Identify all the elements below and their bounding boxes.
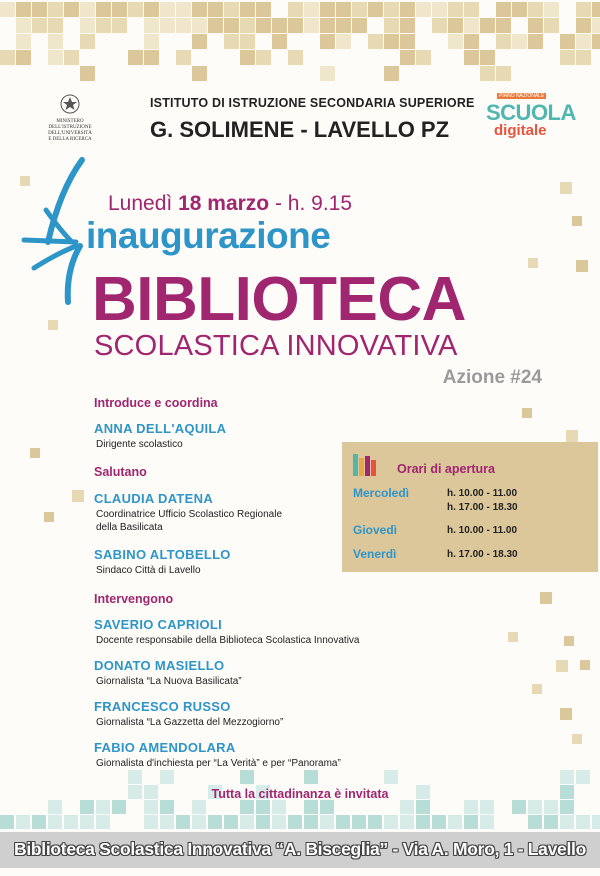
footer-address: Biblioteca Scolastica Innovativa “A. Bisceglia” - Via A. Moro, 1 - Lavello: [13, 839, 586, 859]
pixel-square: [144, 800, 158, 814]
section-greetings: Salutano: [94, 465, 147, 479]
pixel-square: [304, 18, 319, 33]
pixel-square: [32, 2, 47, 17]
person-role: Giornalista “La Gazzetta del Mezzogiorno”: [96, 717, 284, 728]
person-name: CLAUDIA DATENA: [94, 491, 214, 506]
pixel-square: [320, 800, 334, 814]
pixel-square: [256, 815, 270, 829]
pixel-square: [192, 815, 206, 829]
pixel-square: [320, 66, 335, 81]
person-name: SAVERIO CAPRIOLI: [94, 617, 223, 632]
pixel-square: [48, 2, 63, 17]
pixel-square: [192, 66, 207, 81]
pixel-square: [400, 815, 414, 829]
pixel-square: [464, 800, 478, 814]
pixel-square: [64, 815, 78, 829]
pixel-square: [16, 2, 31, 17]
pixel-square: [384, 770, 398, 784]
pixel-square: [368, 2, 383, 17]
pixel-square: [592, 2, 600, 17]
pixel-square: [384, 66, 399, 81]
hours-time: h. 10.00 - 11.00: [447, 525, 518, 536]
pixel-square: [256, 50, 271, 65]
logo-word-scuola: SCUOLA: [486, 100, 576, 125]
pixel-square: [304, 2, 319, 17]
pixel-square: [144, 34, 159, 49]
pixel-square: [176, 2, 191, 17]
pixel-square: [48, 34, 63, 49]
pixel-square: [576, 34, 591, 49]
pixel-square: [560, 50, 575, 65]
pixel-square: [512, 2, 527, 17]
pixel-square: [48, 18, 63, 33]
pixel-square: [112, 2, 127, 17]
opening-hours-title: Orari di apertura: [397, 462, 495, 476]
event-day: Lunedì: [108, 192, 173, 215]
pixel-square: [30, 448, 40, 458]
pixel-square: [368, 34, 383, 49]
pixel-square: [336, 2, 351, 17]
event-time: - h. 9.15: [274, 192, 353, 215]
pixel-square: [532, 684, 542, 694]
pixel-square: [336, 34, 351, 49]
pixel-square: [128, 770, 142, 784]
pixel-square: [528, 815, 542, 829]
pixel-square: [384, 2, 399, 17]
pixel-square: [480, 815, 494, 829]
pixel-square: [448, 18, 463, 33]
inauguration-heading: inaugurazione: [86, 215, 331, 256]
pixel-square: [384, 18, 399, 33]
pixel-square: [496, 34, 511, 49]
pixel-square: [464, 34, 479, 49]
pixel-square: [592, 34, 600, 49]
institute-type: ISTITUTO DI ISTRUZIONE SECONDARIA SUPERIORE: [150, 96, 475, 110]
person-role-cont: della Basilicata: [96, 522, 163, 533]
pixel-square: [416, 2, 431, 17]
pixel-square: [400, 2, 415, 17]
pixel-square: [464, 815, 478, 829]
pixel-square: [432, 815, 446, 829]
pixel-square: [240, 770, 254, 784]
pixel-square: [304, 815, 318, 829]
pixel-square: [576, 815, 590, 829]
hours-day: Venerdì: [353, 547, 397, 561]
pixel-square: [208, 815, 222, 829]
pixel-square: [400, 800, 414, 814]
person-role: Dirigente scolastico: [96, 439, 183, 450]
pixel-square: [80, 34, 95, 49]
pixel-square: [256, 800, 270, 814]
person-role: Giornalista d'inchiesta per “La Verità” e per “Panorama”: [96, 758, 341, 769]
pixel-square: [336, 815, 350, 829]
pixel-square: [0, 2, 15, 17]
pixel-square: [96, 800, 110, 814]
pixel-square: [384, 815, 398, 829]
ministry-emblem: [48, 94, 92, 143]
pixel-square: [528, 34, 543, 49]
section-introduces: Introduce e coordina: [94, 396, 218, 410]
pixel-square: [576, 260, 588, 272]
pixel-square: [176, 18, 191, 33]
pixel-square: [416, 800, 430, 814]
books-icon: [352, 452, 382, 476]
pixel-square: [176, 50, 191, 65]
pixel-square: [80, 18, 95, 33]
pixel-square: [208, 18, 223, 33]
pixel-square: [16, 18, 31, 33]
pixel-square: [560, 182, 572, 194]
pixel-square: [528, 800, 542, 814]
pixel-square: [224, 18, 239, 33]
pixel-square: [272, 815, 286, 829]
pixel-square: [352, 18, 367, 33]
pixel-square: [144, 815, 158, 829]
pixel-square: [160, 815, 174, 829]
pixel-square: [240, 2, 255, 17]
pixel-square: [496, 66, 511, 81]
pixel-square: [508, 632, 518, 642]
pixel-square: [416, 815, 430, 829]
pixel-square: [400, 18, 415, 33]
pixel-square: [464, 2, 479, 17]
library-subtitle: SCOLASTICA INNOVATIVA: [94, 330, 458, 362]
pixel-square: [320, 18, 335, 33]
pixel-square: [576, 770, 590, 784]
pixel-square: [288, 2, 303, 17]
pixel-square: [32, 815, 46, 829]
pixel-square: [16, 50, 31, 65]
pixel-square: [288, 815, 302, 829]
pixel-square: [544, 2, 559, 17]
event-date-value: 18 marzo: [178, 192, 270, 215]
pixel-square: [432, 18, 447, 33]
pixel-square: [496, 18, 511, 33]
pixel-square: [576, 18, 591, 33]
pixel-square: [400, 50, 415, 65]
pixel-square: [240, 18, 255, 33]
pixel-square: [572, 216, 582, 226]
pixel-square: [560, 770, 574, 784]
pixel-square: [448, 34, 463, 49]
logo-word-digitale: digitale: [494, 122, 547, 139]
pixel-square: [512, 800, 526, 814]
pixel-square: [336, 18, 351, 33]
pixel-square: [480, 800, 494, 814]
pixel-square: [288, 18, 303, 33]
person-role: Sindaco Città di Lavello: [96, 565, 201, 576]
ministry-name: MINISTERO DELL'ISTRUZIONE DELL'UNIVERSITÀ E DELLA RICERCA: [48, 119, 92, 142]
pixel-square: [320, 34, 335, 49]
pixel-square: [128, 50, 143, 65]
pixel-square: [144, 50, 159, 65]
pixel-square: [256, 18, 271, 33]
pixel-square: [464, 18, 479, 33]
pixel-square: [560, 800, 574, 814]
section-speakers: Intervengono: [94, 592, 174, 606]
pixel-square: [176, 815, 190, 829]
pixel-square: [160, 2, 175, 17]
invitation-text: Tutta la cittadinanza è invitata: [211, 787, 389, 801]
pixel-square: [560, 708, 572, 720]
person-name: FRANCESCO RUSSO: [94, 699, 231, 714]
hours-time: h. 17.00 - 18.30: [447, 502, 518, 513]
pixel-square: [528, 2, 543, 17]
pixel-square: [560, 815, 574, 829]
pixel-square: [480, 50, 495, 65]
pixel-square: [48, 815, 62, 829]
pixel-square: [592, 18, 600, 33]
action-number: Azione #24: [442, 367, 542, 388]
pixel-square: [80, 2, 95, 17]
pixel-square: [96, 2, 111, 17]
pixel-square: [272, 18, 287, 33]
pixel-square: [480, 66, 495, 81]
pixel-square: [432, 2, 447, 17]
pixel-square: [288, 50, 303, 65]
pixel-square: [240, 815, 254, 829]
pixel-square: [48, 320, 58, 330]
person-name: ANNA DELL'AQUILA: [94, 421, 227, 436]
person-role: Giornalista “La Nuova Basilicata”: [96, 676, 242, 687]
pixel-square: [572, 734, 582, 744]
pixel-square: [44, 512, 54, 522]
pixel-square: [112, 18, 127, 33]
hours-time: h. 10.00 - 11.00: [447, 488, 518, 499]
pixel-square: [352, 2, 367, 17]
pixel-square: [522, 408, 532, 418]
pixel-square: [560, 34, 575, 49]
pixel-square: [496, 2, 511, 17]
pixel-square: [192, 34, 207, 49]
pixel-square: [0, 50, 15, 65]
pixel-square: [320, 2, 335, 17]
institute-name: G. SOLIMENE - LAVELLO PZ: [150, 117, 450, 142]
pixel-square: [32, 18, 47, 33]
pixel-square: [352, 815, 366, 829]
pixel-square: [416, 50, 431, 65]
person-role: Coordinatrice Ufficio Scolastico Regionale: [96, 509, 283, 520]
pixel-square: [556, 660, 568, 672]
pixel-square: [144, 18, 159, 33]
pixel-square: [256, 2, 271, 17]
pixel-square: [400, 34, 415, 49]
pixel-square: [48, 800, 62, 814]
pixel-square: [240, 800, 254, 814]
pixel-square: [592, 815, 600, 829]
hours-day: Mercoledì: [353, 486, 410, 500]
pixel-square: [80, 815, 94, 829]
pixel-square: [48, 50, 63, 65]
republic-star-icon: [60, 94, 80, 114]
person-role: Docente responsabile della Biblioteca Scolastica Innovativa: [96, 635, 360, 646]
pixel-square: [192, 2, 207, 17]
library-title: BIBLIOTECA: [92, 265, 466, 334]
event-date: [108, 192, 352, 216]
pixel-square: [16, 34, 31, 49]
pixel-square: [544, 800, 558, 814]
pixel-square: [192, 800, 206, 814]
pixel-square: [0, 815, 14, 829]
pixel-square: [528, 258, 538, 268]
pixel-square: [144, 2, 159, 17]
pixel-square: [192, 18, 207, 33]
pixel-square: [544, 815, 558, 829]
pixel-square: [240, 34, 255, 49]
pixel-square: [240, 50, 255, 65]
pixel-square: [544, 18, 559, 33]
pixel-square: [64, 2, 79, 17]
hours-time: h. 17.00 - 18.30: [447, 549, 518, 560]
pixel-square: [272, 800, 286, 814]
pixel-square: [368, 815, 382, 829]
pixel-square: [528, 18, 543, 33]
pixel-square: [448, 2, 463, 17]
pixel-square: [384, 34, 399, 49]
person-name: DONATO MASIELLO: [94, 658, 225, 673]
pixel-square: [128, 2, 143, 17]
pixel-square: [16, 815, 30, 829]
pixel-square: [80, 800, 94, 814]
pixel-square: [272, 34, 287, 49]
pixel-square: [576, 2, 591, 17]
pixel-square: [464, 50, 479, 65]
pixel-square: [512, 34, 527, 49]
hours-day: Giovedì: [353, 523, 398, 537]
pixel-square: [304, 800, 318, 814]
pixel-square: [96, 18, 111, 33]
person-name: FABIO AMENDOLARA: [94, 740, 236, 755]
pixel-square: [566, 430, 578, 442]
pixel-square: [540, 592, 552, 604]
pixel-square: [112, 800, 126, 814]
pixel-square: [576, 50, 591, 65]
pixel-square: [160, 18, 175, 33]
pixel-square: [304, 770, 318, 784]
pixel-square: [160, 770, 174, 784]
pixel-square: [224, 815, 238, 829]
pixel-square: [580, 660, 590, 670]
pixel-square: [64, 50, 79, 65]
pixel-square: [320, 815, 334, 829]
pixel-square: [448, 815, 462, 829]
pixel-square: [480, 18, 495, 33]
pixel-square: [72, 490, 84, 502]
pixel-square: [224, 34, 239, 49]
pixel-square: [96, 815, 110, 829]
person-name: SABINO ALTOBELLO: [94, 547, 231, 562]
pixel-square: [160, 800, 174, 814]
pixel-square: [564, 636, 574, 646]
pixel-square: [208, 2, 223, 17]
pixel-square: [224, 2, 239, 17]
pixel-square: [80, 66, 95, 81]
logo-tagline: PIANO NAZIONALE: [499, 93, 545, 99]
